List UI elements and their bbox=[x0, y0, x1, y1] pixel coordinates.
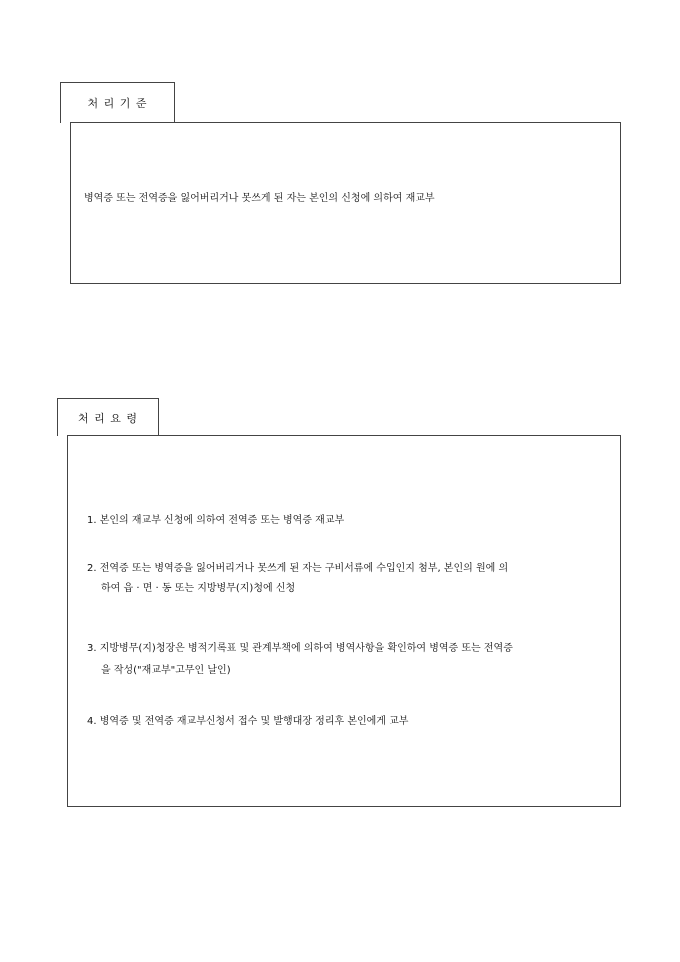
processing-criteria-text: 병역증 또는 전역증을 잃어버리거나 못쓰게 된 자는 본인의 신청에 의하여 재교부 bbox=[84, 193, 435, 204]
processing-procedure-box bbox=[67, 435, 621, 807]
procedure-item-2-line-2: 하여 읍 · 면 · 동 또는 지방병무(지)청에 신청 bbox=[101, 583, 296, 594]
procedure-item-3-line-1: 3. 지방병무(지)청장은 병적기록표 및 관계부책에 의하여 병역사항을 확인하여 병역증 또는 전역증 bbox=[87, 643, 513, 654]
procedure-item-3-line-2: 을 작성("재교부"고무인 날인) bbox=[101, 665, 231, 676]
section-title-processing-criteria: 처 리 기 준 bbox=[60, 82, 175, 123]
processing-criteria-box bbox=[70, 122, 621, 284]
procedure-item-1: 1. 본인의 재교부 신청에 의하여 전역증 또는 병역증 재교부 bbox=[87, 515, 345, 526]
procedure-item-4: 4. 병역증 및 전역증 재교부신청서 접수 및 발행대장 정리후 본인에게 교부 bbox=[87, 716, 409, 727]
section-title-processing-procedure: 처 리 요 령 bbox=[57, 398, 159, 436]
procedure-item-2-line-1: 2. 전역증 또는 병역증을 잃어버리거나 못쓰게 된 자는 구비서류에 수입인지 첨부, 본인의 원에 의 bbox=[87, 563, 509, 574]
